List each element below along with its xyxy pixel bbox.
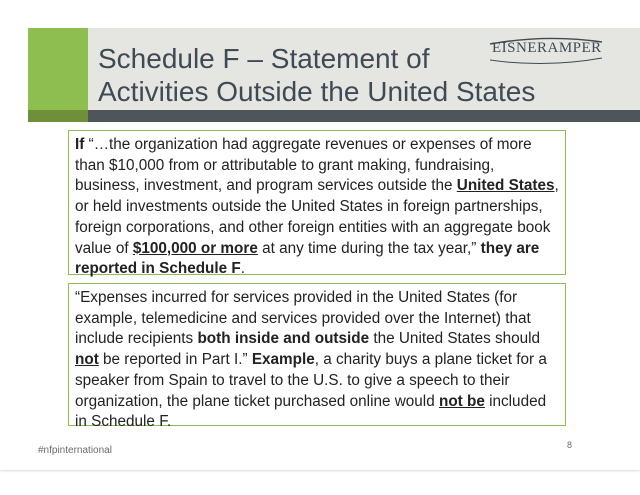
accent-block — [28, 28, 88, 110]
definition-part: “…the organization had aggregate revenues or expenses of more than $10,000 from or attributable to grant making, fundraising, business, investment, and program services outside the — [75, 136, 532, 195]
logo-text: EISNERAMPER — [492, 40, 602, 56]
page-number: 8 — [567, 440, 573, 450]
definition-part: , or held investments outside the United States in foreign partnerships, foreign corporations, and other foreign entities with an aggregate book value of — [75, 177, 559, 257]
definition-part: at any time during the tax year,” — [257, 239, 481, 257]
example-keyword: Example — [251, 351, 315, 369]
example-part: the United States should — [369, 330, 541, 348]
threshold-emphasis: $100,000 or more — [132, 239, 258, 257]
definition-text — [75, 135, 559, 280]
example-part: included in Schedule F. — [75, 392, 547, 431]
example-text — [75, 288, 559, 433]
eisneramper-logo — [486, 36, 606, 66]
united-states-emphasis: United States — [456, 177, 555, 195]
title-line-1: Schedule F – Statement of — [98, 43, 430, 74]
hashtag: #nfpinternational — [38, 445, 112, 456]
not-emphasis: not — [75, 351, 99, 369]
definition-box — [68, 130, 566, 278]
not-be-emphasis: not be — [438, 392, 485, 410]
if-keyword: If — [75, 136, 85, 153]
reported-emphasis: they are reported in Schedule F — [75, 239, 540, 278]
inside-outside-emphasis: both inside and outside — [197, 330, 370, 348]
example-part: be reported in Part I.” — [98, 351, 252, 369]
example-box — [68, 283, 566, 431]
divider-accent — [28, 110, 88, 122]
divider-bar — [28, 110, 640, 122]
example-part: , a charity buys a plane ticket for a speaker from Spain to travel to the U.S. to give a speech to their organization, the plane ticket purchased online would — [75, 351, 547, 410]
title-line-2: Activities Outside the United States — [98, 76, 536, 107]
example-part: “Expenses incurred for services provided in the United States (for example, telemedicine and services provided over the Internet) that include recipients — [75, 289, 531, 348]
definition-part: . — [240, 260, 245, 278]
